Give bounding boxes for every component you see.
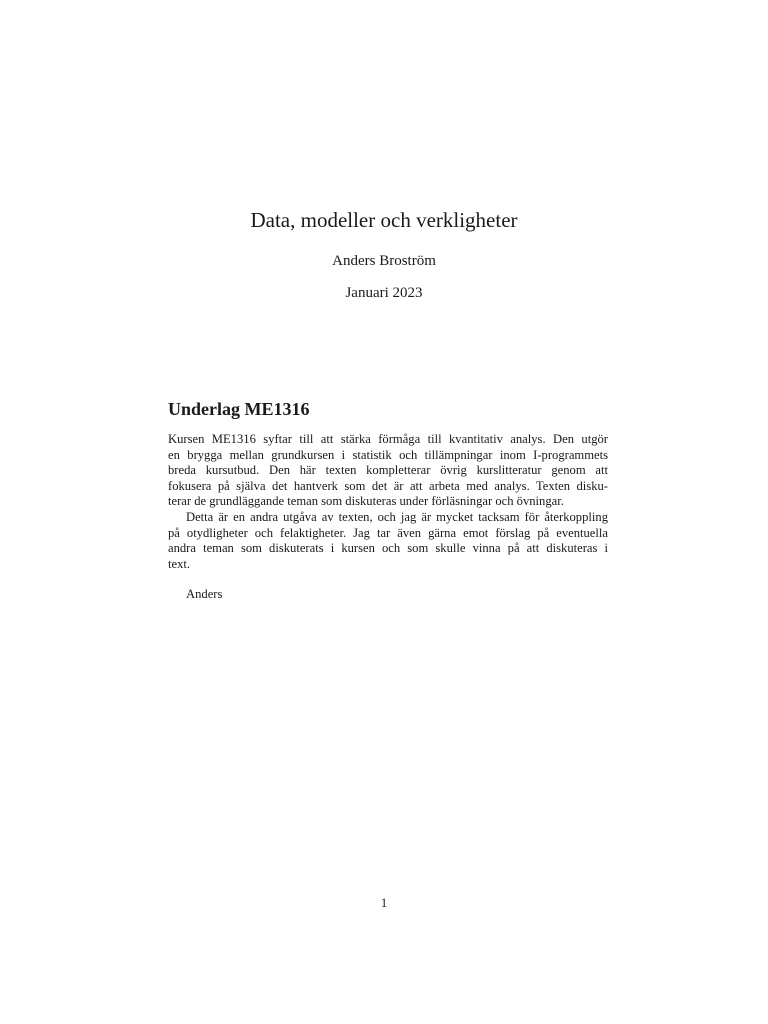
text-line: en brygga mellan grundkursen i statistik och tillämpningar inom I-programmets xyxy=(168,447,608,462)
text-line: andra teman som diskuterats i kursen och som skulle vinna på att diskuteras i xyxy=(168,541,608,556)
paragraph-intro xyxy=(168,432,608,510)
text-line: breda kursutbud. Den här texten kompletterar övrig kurslitteratur genom att xyxy=(168,463,608,478)
text-line: på otydligheter och felaktigheter. Jag tar även gärna emot förslag på eventuella xyxy=(168,525,608,540)
section-heading: Underlag ME1316 xyxy=(168,399,310,419)
text-line: text. xyxy=(168,556,191,571)
text-line: Detta är en andra utgåva av texten, och jag är mycket tacksam för återkoppling xyxy=(186,509,608,524)
document-date: Januari 2023 xyxy=(345,285,423,301)
text-line: terar de grundläggande teman som diskuteras under förläsningar och övningar. xyxy=(168,494,564,509)
paragraph-edition xyxy=(168,510,608,572)
document-author: Anders Broström xyxy=(332,253,436,269)
signature: Anders xyxy=(186,587,223,602)
page-number: 1 xyxy=(380,896,388,910)
text-line: Kursen ME1316 syftar till att stärka förmåga till kvantitativ analys. Den utgör xyxy=(168,432,608,446)
text-line: fokusera på själva det hantverk som det är att arbeta med analys. Texten disku- xyxy=(168,478,608,493)
title-block xyxy=(0,205,768,303)
document-title: Data, modeller och verkligheter xyxy=(250,208,518,232)
section-underlag xyxy=(168,396,608,603)
